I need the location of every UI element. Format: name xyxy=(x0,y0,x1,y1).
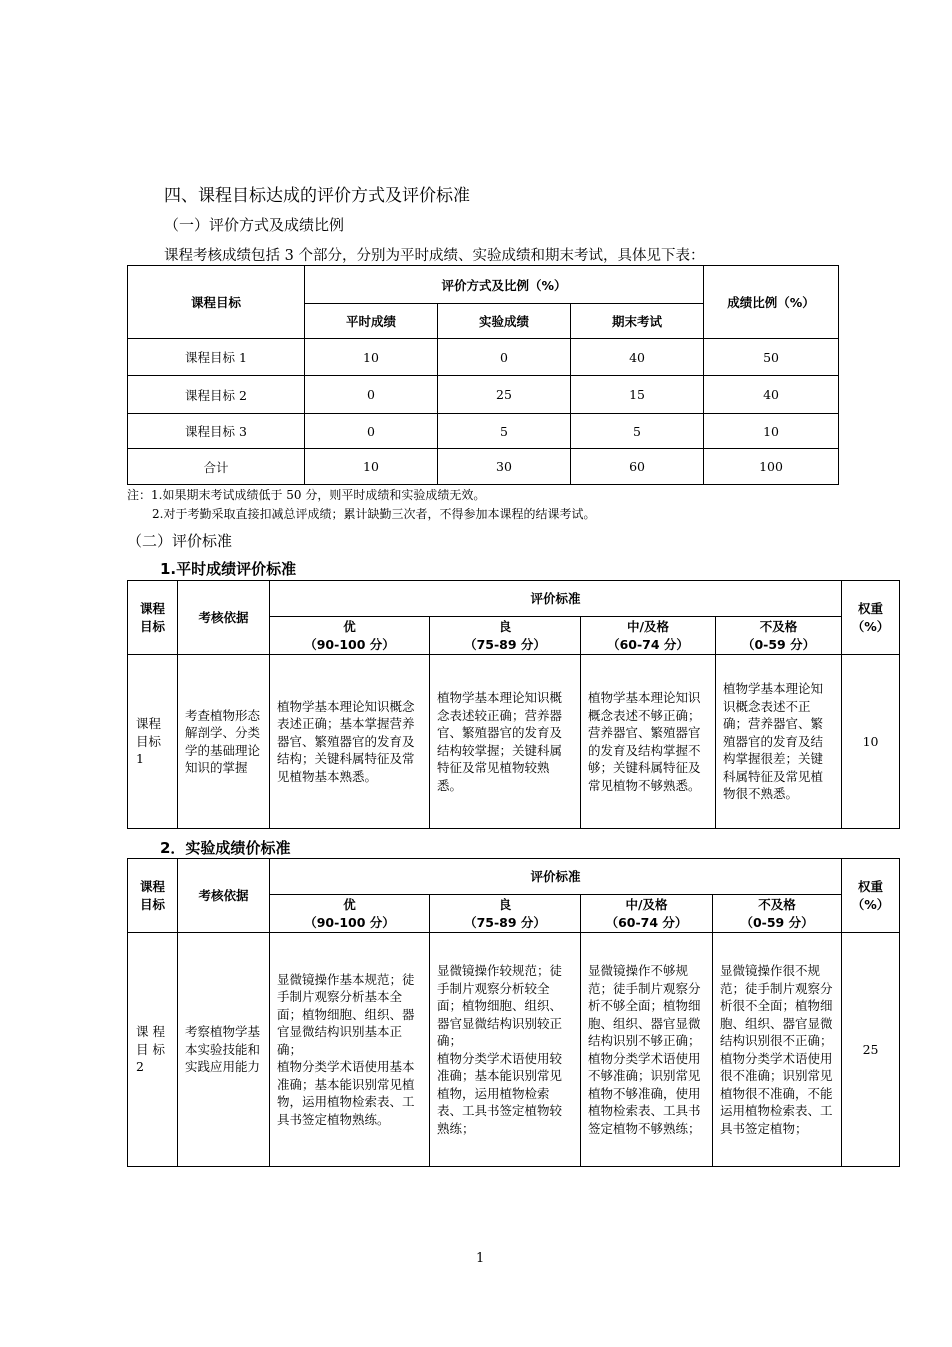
table-row xyxy=(128,376,839,414)
cell-weight: 10 xyxy=(842,655,900,829)
page-number: 1 xyxy=(476,1251,485,1266)
cell-goal: 课程目标 2 xyxy=(128,376,305,414)
grade-ratio-table xyxy=(127,265,839,485)
grade-fail: 不及格 （0-59 分） xyxy=(713,895,842,933)
table-row xyxy=(128,339,839,376)
cell-goal: 课程目标 3 xyxy=(128,414,305,449)
header-course-goal: 课程 目标 xyxy=(128,581,178,655)
cell-weight: 25 xyxy=(842,933,900,1167)
grade-pass: 中/及格 （60-74 分） xyxy=(581,617,716,655)
cell-final: 5 xyxy=(571,414,704,449)
header-eval-standard: 评价标准 xyxy=(270,859,842,895)
header-usual-grade: 平时成绩 xyxy=(305,304,438,339)
header-eval-standard: 评价标准 xyxy=(270,581,842,617)
header-course-goal: 课程 目标 xyxy=(128,859,178,933)
grade-fail: 不及格 （0-59 分） xyxy=(716,617,842,655)
cell-basis: 考察植物学基本实验技能和实践应用能力 xyxy=(178,933,270,1167)
table-row xyxy=(128,414,839,449)
cell-usual: 10 xyxy=(305,339,438,376)
cell-goal: 课程目标 1 xyxy=(128,339,305,376)
header-grade-ratio: 成绩比例（%） xyxy=(704,266,839,339)
cell-fail: 植物学基本理论知识概念表述不正确；营养器官、繁殖器官的发育及结构掌握很差；关键科属特征及常见植物很不熟悉。 xyxy=(716,655,842,829)
header-basis: 考核依据 xyxy=(178,859,270,933)
header-weight: 权重 （%） xyxy=(842,859,900,933)
cell-good: 显微镜操作较规范；徒手制片观察分析较全面；植物细胞、组织、器官显微结构识别较正确； 植物分类学术语使用较准确；基本能识别常见植物，运用植物检索表、工具书签定植物较熟练； xyxy=(430,933,581,1167)
exp-grade-standard-table xyxy=(127,858,900,1167)
subsection-title-usual-standard: 1.平时成绩评价标准 xyxy=(160,560,297,578)
subsection-title-standard: （二）评价标准 xyxy=(127,532,233,550)
cell-exp: 25 xyxy=(438,376,571,414)
cell-fail: 显微镜操作很不规范；徒手制片观察分析很不全面；植物细胞、组织、器官显微结构识别很不正确； 植物分类学术语使用很不准确；识别常见植物很不准确，不能运用植物检索表、工具书签定植物； xyxy=(713,933,842,1167)
note-line-1: 注：1.如果期末考试成绩低于 50 分，则平时成绩和实验成绩无效。 xyxy=(127,488,486,502)
header-final-exam: 期末考试 xyxy=(571,304,704,339)
header-course-goal: 课程目标 xyxy=(128,266,305,339)
table-row xyxy=(128,655,900,829)
cell-final: 15 xyxy=(571,376,704,414)
cell-usual: 0 xyxy=(305,414,438,449)
grade-excellent: 优 （90-100 分） xyxy=(270,617,430,655)
table-row xyxy=(128,933,900,1167)
header-exp-grade: 实验成绩 xyxy=(438,304,571,339)
note-line-2: 2.对于考勤采取直接扣减总评成绩；累计缺勤三次者，不得参加本课程的结课考试。 xyxy=(152,507,596,521)
cell-goal: 合计 xyxy=(128,449,305,485)
cell-usual: 10 xyxy=(305,449,438,485)
intro-paragraph: 课程考核成绩包括 3 个部分，分别为平时成绩、实验成绩和期末考试，具体见下表： xyxy=(164,248,705,264)
cell-final: 60 xyxy=(571,449,704,485)
cell-usual: 0 xyxy=(305,376,438,414)
cell-ratio: 100 xyxy=(704,449,839,485)
cell-goal: 课 程 目 标 2 xyxy=(128,933,178,1167)
grade-good: 良 （75-89 分） xyxy=(430,895,581,933)
cell-exp: 5 xyxy=(438,414,571,449)
cell-excellent: 显微镜操作基本规范；徒手制片观察分析基本全面；植物细胞、组织、器官显微结构识别基本正确； 植物分类学术语使用基本准确；基本能识别常见植物，运用植物检索表、工具书签定植物熟练。 xyxy=(270,933,430,1167)
cell-pass: 植物学基本理论知识概念表述不够正确；营养器官、繁殖器官的发育及结构掌握不够；关键科属特征及常见植物不够熟悉。 xyxy=(581,655,716,829)
table-row xyxy=(128,449,839,485)
header-weight: 权重 （%） xyxy=(842,581,900,655)
header-basis: 考核依据 xyxy=(178,581,270,655)
cell-ratio: 40 xyxy=(704,376,839,414)
section-title: 四、课程目标达成的评价方式及评价标准 xyxy=(164,186,470,206)
cell-final: 40 xyxy=(571,339,704,376)
subsection-title-method: （一）评价方式及成绩比例 xyxy=(164,216,345,234)
cell-ratio: 10 xyxy=(704,414,839,449)
header-eval-method: 评价方式及比例（%） xyxy=(305,266,704,304)
cell-excellent: 植物学基本理论知识概念表述正确；基本掌握营养器官、繁殖器官的发育及结构；关键科属特征及常见植物基本熟悉。 xyxy=(270,655,430,829)
cell-goal: 课程 目标 1 xyxy=(128,655,178,829)
grade-pass: 中/及格 （60-74 分） xyxy=(581,895,713,933)
subsection-title-exp-standard: 2．实验成绩价标准 xyxy=(160,839,291,857)
cell-basis: 考查植物形态解剖学、分类学的基础理论知识的掌握 xyxy=(178,655,270,829)
grade-good: 良 （75-89 分） xyxy=(430,617,581,655)
cell-pass: 显微镜操作不够规范；徒手制片观察分析不够全面；植物细胞、组织、器官显微结构识别不够正确； 植物分类学术语使用不够准确；识别常见植物不够准确，使用植物检索表、工具书签定植物不够熟练； xyxy=(581,933,713,1167)
cell-exp: 30 xyxy=(438,449,571,485)
grade-excellent: 优 （90-100 分） xyxy=(270,895,430,933)
cell-ratio: 50 xyxy=(704,339,839,376)
cell-good: 植物学基本理论知识概念表述较正确；营养器官、繁殖器官的发育及结构较掌握；关键科属特征及常见植物较熟悉。 xyxy=(430,655,581,829)
usual-grade-standard-table xyxy=(127,580,900,829)
cell-exp: 0 xyxy=(438,339,571,376)
